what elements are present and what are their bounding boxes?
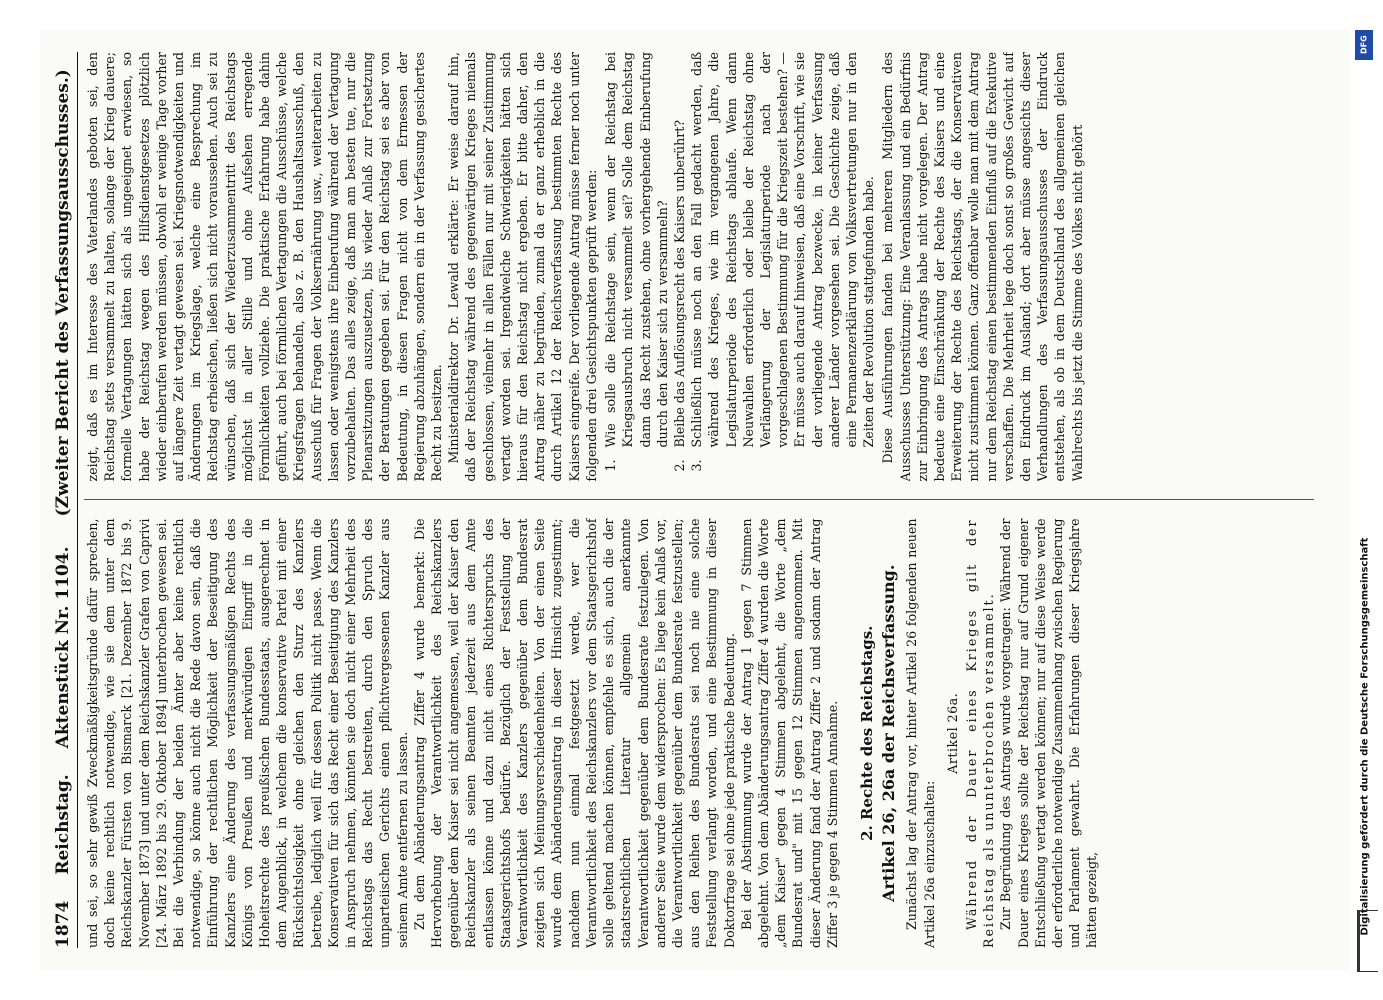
list-item xyxy=(688,52,877,472)
scanned-page xyxy=(40,30,1350,970)
list-number: 2. xyxy=(671,459,687,472)
list-item xyxy=(602,52,671,472)
list-item xyxy=(671,52,688,472)
article-label: Artikel 26a. xyxy=(944,692,960,774)
text-columns xyxy=(84,52,1314,948)
dfg-logo: DFG xyxy=(1355,30,1373,60)
page-number: 1874 xyxy=(53,900,73,948)
list-number: 3. xyxy=(689,459,705,472)
paragraph: Bei der Abstimmung wurde der Antrag 1 gegen 7 Stimmen abgelehnt. Von dem Abänderungsantrag Ziffer 4 wurden die Worte „dem Kaiser" gegen 4 Stimmen abgelehnt, die Worte „dem Bundesrat und" mit 15 gegen 12 Stimmen angenommen. Mit dieser Änderung fand der Antrag Ziffer 2 und sodann der Antrag Ziffer 3 je gegen 4 Stimmen Annahme. xyxy=(738,518,840,948)
list-number: 1. xyxy=(603,459,619,472)
column-divider xyxy=(84,500,1314,501)
digitization-sidebar xyxy=(1355,30,1375,970)
paragraph: zeigt, daß es im Interesse des Vaterlandes geboten sei, den Reichstag stets versammelt zu halten, solange der Krieg dauere; formelle Vertagungen hätten sich als ungeeignet erwiesen, so habe der Reichstag wegen des Hilfsdienstgesetzes plötzlich wieder einberufen werden müssen, obwohl er wenige Tage vorher auf längere Zeit vertagt gewesen sei. Kriegsnotwendigkeiten und Änderungen im Kriegslage, welche eine Besprechung im Reichstag erheischen, ließen sich nicht voraussehen. Auch sei zu wünschen, daß sich der Wiederzusammentritt des Reichstags möglichst in aller Stille und ohne Aufsehen erregende Förmlichkeiten vollziehe. Die praktische Erfahrung habe dahin geführt, auch bei förmlichen Vertagungen die Ausschüsse, welche Kriegsfragen behandeln, also z. B. den Haushaltsausschuß, den Ausschuß für Fragen der Volksernährung usw., weiterarbeiten zu lassen oder wenigstens ihre Einberufung während der Vertagung vorzubehalten. Das alles zeige, daß man am besten tue, nur die Plenarsitzungen auszusetzen, bis wieder Anlaß zur Fortsetzung der Beratungen gegeben sei. Für den Reichstag sei es aber von Bedeutung, in diesen Fragen nicht von dem Ermessen der Regierung abzuhängen, sondern ein in der Verfassung gesichertes Recht zu besitzen. xyxy=(85,52,445,482)
paragraph: Zu dem Abänderungsantrag Ziffer 4 wurde bemerkt: Die Hervorhebung der Verantwortlichkeit des Reichskanzlers gegenüber dem Kaiser sei nicht angemessen, weil der Kaiser den Reichskanzler als seinen Beamten jederzeit aus dem Amte entlassen könne und dazu nicht eines Richterspruchs des Staatsgerichtshofs bedürfe. Bezüglich der Feststellung der Verantwortlichkeit des Kanzlers gegenüber dem Bundesrat zeigten sich Meinungsverschiedenheiten. Von der einen Seite wurde dem Abänderungsantrag in dieser Hinsicht zugestimmt; nachdem nun einmal festgesetzt werde, wer die Verantwortlichkeit des Reichskanzlers vor dem Staatsgerichtshof solle geltend machen können, empfehle es sich, auch die der staatsrechtlichen Literatur allgemein anerkannte Verantwortlichkeit gegenüber dem Bundesrate festzulegen. Von anderer Seite wurde dem widersprochen: Es liege kein Anlaß vor, die Verantwortlichkeit gegenüber dem Bundesrate festzustellen; aus den Reihen des Bundesrats sei noch nie eine solche Feststellung verlangt worden, und eine Bestimmung in dieser Doktorfrage sei ohne jede praktische Bedeutung. xyxy=(411,518,737,948)
paragraph: Zunächst lag der Antrag vor, hinter Artikel 26 folgenden neuen Artikel 26a einzuschalten: xyxy=(904,518,937,948)
digitization-credit: Digitalisierung gefördert durch die Deutsche Forschungsgemeinschaft xyxy=(1359,537,1371,936)
paragraph: Zur Begründung des Antrags wurde vorgetragen: Während der Dauer eines Krieges sollte der Reichstag nur auf Grund eigener Entschließung vertagt werden können; nur auf diese Weise werde der erforderliche notwendige Zusammenhang zwischen Regierung und Parlament gewahrt. Die Erfahrungen dieser Kriegsjahre hätten gezeigt, xyxy=(998,518,1100,948)
article-text: Während der Dauer eines Krieges gilt der Reichstag als ununterbrochen versammelt. xyxy=(963,518,997,948)
header-left-label: Reichstag. xyxy=(53,774,73,875)
running-header xyxy=(53,52,78,948)
paragraph: Ministerialdirektor Dr. Lewald erklärte: Er weise darauf hin, daß der Reichstag während des gegenwärtigen Krieges niemals geschlossen, vielmehr in allen Fällen nur mit seiner Zustimmung vertagt worden sei. Irgendwelche Schwierigkeiten hätten sich hieraus für den Reichstag nicht ergeben. Er bitte daher, den Antrag näher zu begründen, zumal da er ganz erheblich in die durch Artikel 12 der Reichsverfassung bestimmten Rechte des Kaisers eingreife. Der vorliegende Antrag müsse ferner noch unter folgenden drei Gesichtspunkten geprüft werden: xyxy=(446,52,599,482)
header-title: (Zweiter Bericht des Verfassungsausschusses.) xyxy=(53,69,73,517)
paragraph: Diese Ausführungen fanden bei mehreren Mitgliedern des Ausschusses Unterstützung: Eine Veranlassung und ein Bedürfnis zur Einbringung des Antrags habe nicht vorgelegen. Der Antrag bedeute eine Einschränkung der Rechte des Kaisers und eine Erweiterung der Rechte des Reichstags, der die Konservativen nicht zustimmen können. Ganz offenbar wolle man mit dem Antrag nur dem Reichstag einen bestimmenden Einfluß auf die Exekutive verschaffen. Die Mehrheit lege doch sonst so großes Gewicht auf den Eindruck im Ausland; dort aber müsse angesichts dieser Verhandlungen des Verfassungsausschusses der Eindruck entstehen, als ob in dem Deutschland des allgemeinen gleichen Wahlrechts bis jetzt die Stimme des Volkes nicht gehört xyxy=(880,52,1085,482)
numbered-list xyxy=(602,52,877,472)
column-left xyxy=(84,519,1314,949)
section-subheading: Artikel 26, 26a der Reichsverfassung. xyxy=(879,564,899,902)
rotated-document-page xyxy=(45,40,1345,960)
paragraph: und sei, so sehr gewiß Zweckmäßigkeitsgründe dafür sprechen, doch keine rechtlich notwendige, wie sie dem unter dem Reichskanzler Fürsten von Bismarck [21. Dezember 1872 bis 9. November 1873] und unter dem Reichskanzler Grafen von Caprivi [24. März 1892 bis 29. Oktober 1894] unterbrochen gewesen sei. Bei die Verbindung der beiden Ämter aber keine rechtlich notwendige, so könne auch nicht die Rede davon sein, daß die Einführung der rechtlichen Möglichkeit der Beseitigung des Kanzlers eine Änderung des verfassungsmäßigen Rechts des Königs von Preußen und merkwürdigen Eingriff in die Hoheitsrechte des preußischen Bundesstaats, ausgerechnet in dem Augenblick, in welchem die konservative Partei mit einer Rücksichtslosigkeit ohne gleichen den Sturz des Kanzlers betreibe, lediglich weil für dessen Politik nicht passe. Wenn die Konservativen für sich das Recht einer Beseitigung des Kanzlers in Anspruch nehmen, könnten sie doch nicht einer Mehrheit des Reichstags das Recht bestreiten, durch den Spruch des unparteiischen Gerichts einen pflichtvergessenen Kanzler aus seinem Amte entfernen zu lassen. xyxy=(85,518,410,948)
print-mark xyxy=(1357,910,1378,972)
column-right xyxy=(84,52,1314,482)
list-text: Bleibe das Auflösungsrecht des Kaisers unberührt? xyxy=(671,119,687,448)
section-heading: 2. Rechte des Reichstags. xyxy=(857,625,876,841)
list-text: Wie solle die Reichstage sein, wenn der Reichstag bei Kriegsausbruch nicht versammelt sei? Solle dem Reichstag dann das Recht zustehen, ohne vorhergehende Einberufung durch den Kaiser sich zu versammeln? xyxy=(603,52,670,448)
header-document-number: Aktenstück Nr. 1104. xyxy=(53,546,73,749)
list-text: Schließlich müsse noch an den Fall gedacht werden, daß während des Krieges, wie im vergangenen Jahre, die Legislaturperiode des Reichstags ablaufe. Wenn dann Neuwahlen erforderlich oder bleibe der Reichstag ohne Verlängerung der Legislaturperiode nach der vorgeschlagenen Bestimmung für die Kriegszeit bestehen? — Er müsse auch darauf hinweisen, daß eine Vorschrift, wie sie der vorliegende Antrag bezwecke, in keiner Verfassung anderer Länder vorgesehen sei. Die Geschichte zeige, daß eine Permanenzerklärung von Volksvertretungen nur in den Zeiten der Revolution stattgefunden habe. xyxy=(689,52,877,448)
